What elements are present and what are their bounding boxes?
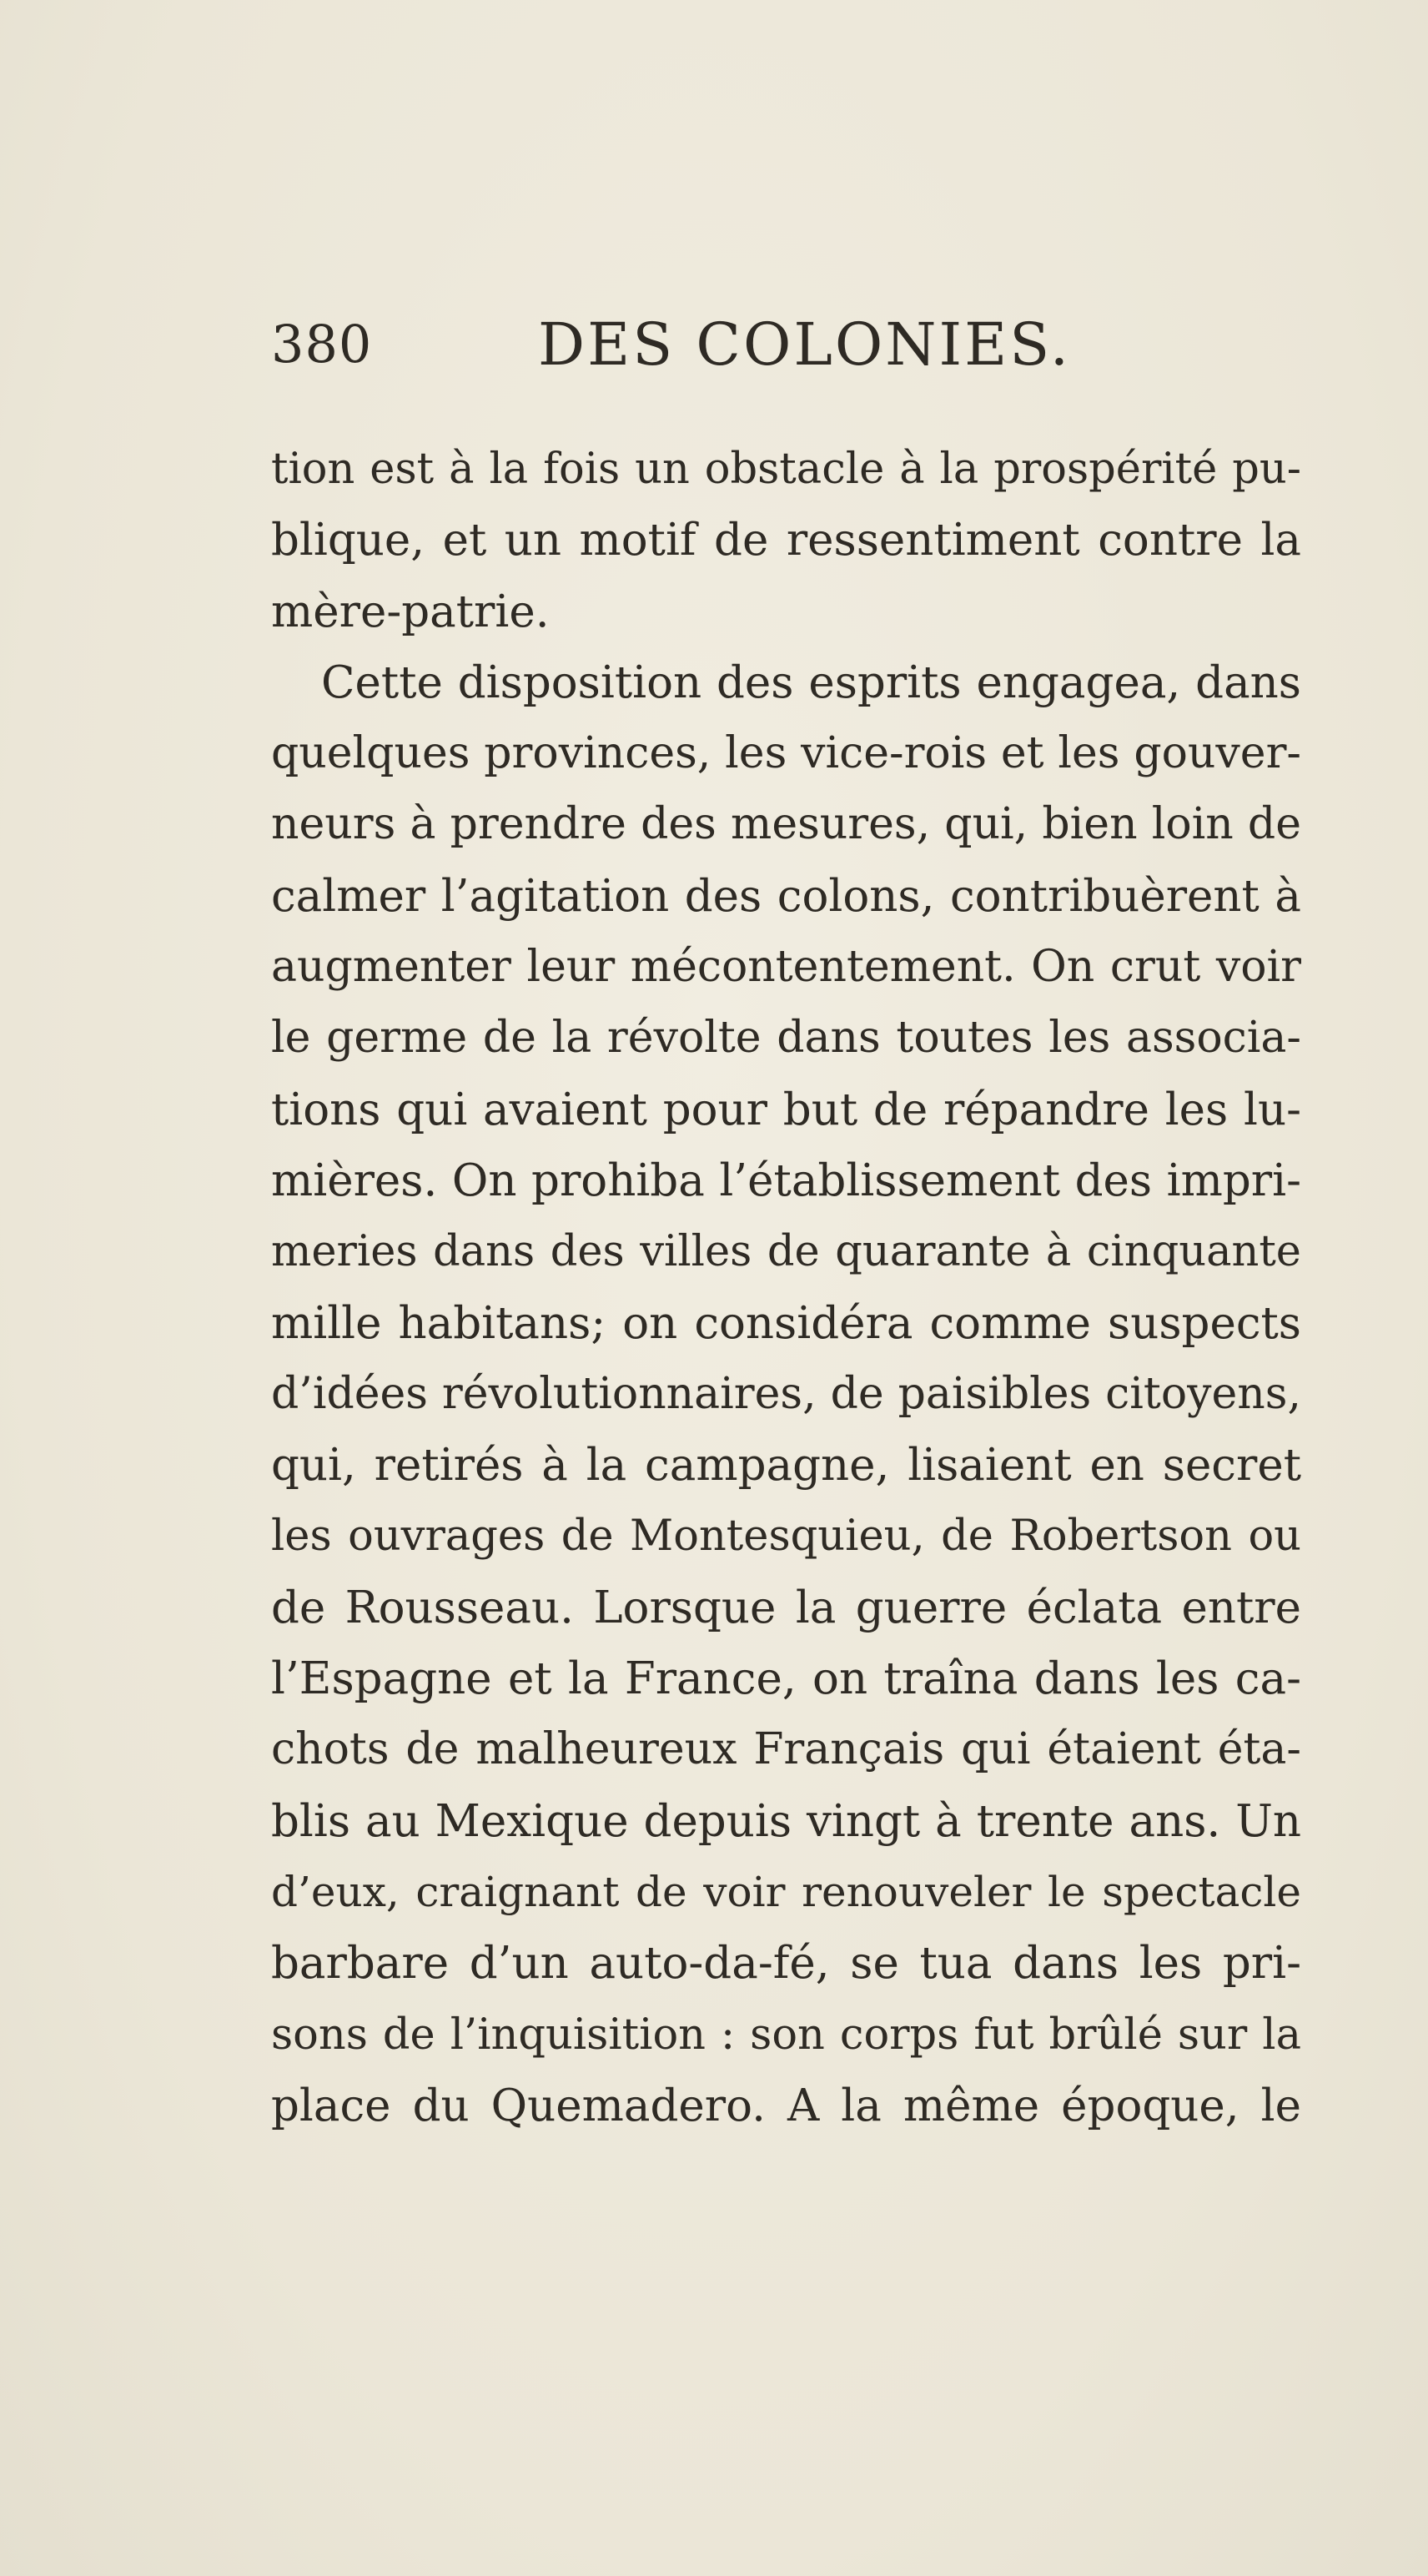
text-line: blis au Mexique depuis vingt à trente ans. Un xyxy=(271,1795,1301,1847)
text-line: sons de l’inquisition : son corps fut brûlé sur la xyxy=(271,2010,1301,2060)
text-line: neurs à prendre des mesures, qui, bien loin de xyxy=(271,799,1301,850)
text-line: d’idées révolutionnaires, de paisibles citoyens, xyxy=(271,1368,1301,1419)
text-line: place du Quemadero. A la même époque, le xyxy=(271,2080,1301,2131)
page-header xyxy=(271,307,1155,382)
body-text xyxy=(271,434,1301,2141)
text-line: le germe de la révolte dans toutes les associa- xyxy=(271,1013,1301,1064)
text-line: meries dans des villes de quarante à cinquante xyxy=(271,1227,1301,1277)
text-line: tions qui avaient pour but de répandre les lu- xyxy=(271,1084,1301,1135)
text-line: d’eux, craignant de voir renouveler le spectacle xyxy=(271,1867,1301,1916)
text-line: Cette disposition des esprits engagea, dans xyxy=(321,657,1301,708)
text-line: mère-patrie. xyxy=(271,586,550,637)
text-line: l’Espagne et la France, on traîna dans les ca- xyxy=(271,1653,1301,1705)
text-line: augmenter leur mécontentement. On crut voir xyxy=(271,942,1301,993)
page-number: 380 xyxy=(271,314,373,375)
text-line: les ouvrages de Montesquieu, de Robertson ou xyxy=(271,1512,1301,1562)
running-title: DES COLONIES. xyxy=(538,310,1071,379)
text-line: mières. On prohiba l’établissement des impri- xyxy=(271,1155,1301,1206)
text-line: calmer l’agitation des colons, contribuèrent à xyxy=(271,870,1301,922)
text-line: tion est à la fois un obstacle à la prospérité pu- xyxy=(271,445,1301,494)
text-line: chots de malheureux Français qui étaient éta- xyxy=(271,1724,1301,1775)
text-line: de Rousseau. Lorsque la guerre éclata entre xyxy=(271,1582,1301,1633)
text-line: qui, retirés à la campagne, lisaient en secret xyxy=(271,1440,1301,1492)
text-line: barbare d’un auto-da-fé, se tua dans les pri- xyxy=(271,1938,1301,1990)
text-line: mille habitans; on considéra comme suspects xyxy=(271,1297,1301,1349)
text-line: quelques provinces, les vice-rois et les gouver- xyxy=(271,728,1301,779)
text-line: blique, et un motif de ressentiment contre la xyxy=(271,515,1301,566)
